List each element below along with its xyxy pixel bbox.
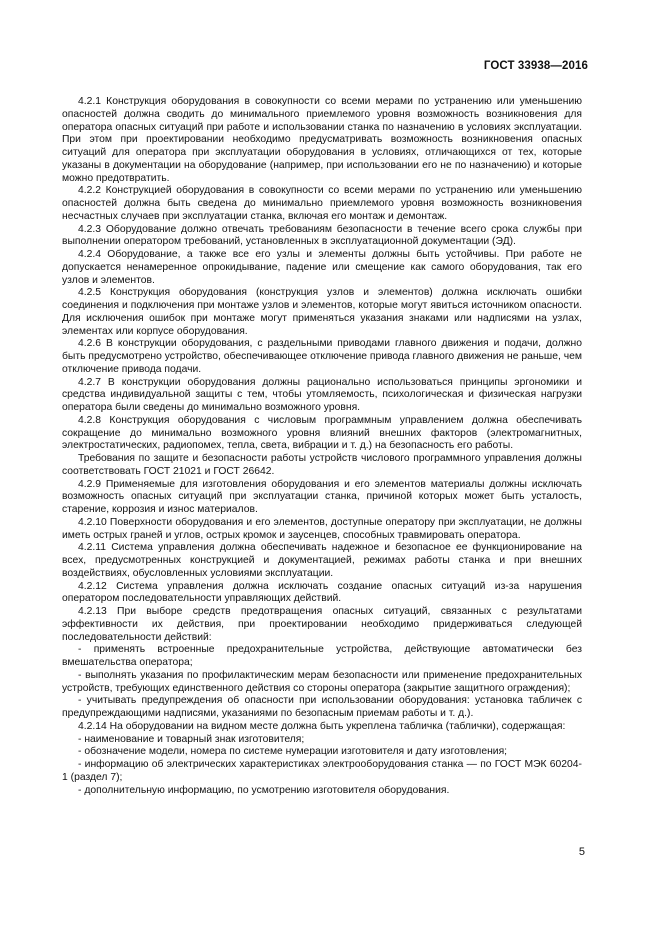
paragraph-4-2-4: 4.2.4 Оборудование, а также все его узлы и элементы должны быть устойчивы. При работе не допускается ненамеренное опрокидывание, падение или смещение как самого оборудования, так его узлов и элементов. (62, 249, 582, 286)
paragraph-4-2-8: 4.2.8 Конструкция оборудования с числовым программным управлением должна обеспечивать сокращение до минимально возможного уровня влияний внешних факторов (электромагнитных, электростатических, радиопомех, тепла, света, вибрации и т. д.) на безопасность его работы. (62, 414, 582, 452)
list-item: - информацию об электрических характеристиках электрооборудования станка — по ГОСТ МЭК 60204-1 (раздел 7); (62, 759, 582, 783)
paragraph-4-2-6: 4.2.6 В конструкции оборудования, с раздельными приводами главного движения и подачи, должно быть предусмотрено устройство, обеспечивающее отключение привода главного движения не раньше, чем отключение привода подачи. (62, 338, 582, 375)
list-item: - применять встроенные предохранительные устройства, действующие автоматически без вмешательства оператора; (62, 644, 582, 668)
list-item: - обозначение модели, номера по системе нумерации изготовителя и дату изготовления; (78, 746, 508, 758)
document-body (62, 96, 582, 797)
paragraph-4-2-5: 4.2.5 Конструкция оборудования (конструкция узлов и элементов) должна исключать ошибки соединения и подключения при монтаже узлов и элементов, которые могут явиться источником опасности. Для исключения ошибок при монтаже могут применяться указания знаками или надписями на узлах, элементах или корпусе оборудования. (62, 287, 582, 337)
paragraph-4-2-13: 4.2.13 При выборе средств предотвращения опасных ситуаций, связанных с результатами эффективности их действия, при проектировании необходимо придерживаться следующей последовательности действий: (62, 606, 582, 643)
paragraph-4-2-10: 4.2.10 Поверхности оборудования и его элементов, доступные оператору при эксплуатации, не должны иметь острых граней и углов, острых кромок и заусенцев, способных травмировать оператора. (62, 516, 582, 541)
paragraph-cnc-requirements: Требования по защите и безопасности работы устройств числового программного управления должны соответствовать ГОСТ 21021 и ГОСТ 26642. (62, 453, 582, 477)
paragraph-4-2-9: 4.2.9 Применяемые для изготовления оборудования и его элементов материалы должны исключать возможность опасных ситуаций при эксплуатации станка, причиной которых может быть усталость, старение, коррозия и износ материалов. (62, 478, 582, 515)
paragraph-4-2-3: 4.2.3 Оборудование должно отвечать требованиям безопасности в течение всего срока службы при выполнении оператором требований, установленных в эксплуатационной документации (ЭД). (62, 223, 582, 248)
list-item: - выполнять указания по профилактическим мерам безопасности или применение предохранительных устройств, требующих единственного действия со стороны оператора (закрытие защитного ограждения); (62, 669, 582, 694)
list-item: - учитывать предупреждения об опасности при использовании оборудования: установка табличек с предупреждающими надписями, указаниями по безопасным приемам работы и т. д.). (62, 695, 582, 719)
paragraph-4-2-1: 4.2.1 Конструкция оборудования в совокупности со всеми мерами по устранению или уменьшению опасностей должна сводить до минимального приемлемого уровня возможность возникновения для оператора опасных ситуаций при работе и использовании станка по назначению в условиях эксплуатации. При этом при проектировании необходимо предусматривать возможность возникновения опасных ситуаций для оператора при эксплуатации оборудования в условиях, отличающихся от тех, которые указаны в документации на оборудование (например, при использовании его не по назначению) и которые можно предотвратить. (62, 96, 582, 184)
paragraph-4-2-14: 4.2.14 На оборудовании на видном месте должна быть укреплена табличка (таблички), содержащая: (78, 720, 566, 732)
paragraph-4-2-12: 4.2.12 Система управления должна исключать создание опасных ситуаций из-за нарушения оператором последовательности управляющих действий. (62, 580, 582, 605)
document-id: ГОСТ 33938—2016 (483, 60, 588, 72)
list-item: - наименование и товарный знак изготовителя; (78, 733, 305, 745)
paragraph-4-2-11: 4.2.11 Система управления должна обеспечивать надежное и безопасное ее функционирование на всех, предусмотренных конструкцией и документацией, режимах работы станка и при внешних воздействиях, обусловленных условиями эксплуатации. (62, 542, 582, 579)
list-item: - дополнительную информацию, по усмотрению изготовителя оборудования. (78, 784, 450, 796)
paragraph-4-2-7: 4.2.7 В конструкции оборудования должны рационально использоваться принципы эргономики и средства индивидуальной защиты с тем, чтобы утомляемость, психологическая и физическая нагрузки оператора были сведены до минимально возможного уровня. (62, 376, 582, 413)
page-number: 5 (578, 846, 585, 858)
paragraph-4-2-2: 4.2.2 Конструкцией оборудования в совокупности со всеми мерами по устранению или уменьшению опасностей должна быть сведена до минимально приемлемого уровня возможность возникновения несчастных случаев при эксплуатации станка, включая его монтаж и демонтаж. (62, 185, 582, 222)
